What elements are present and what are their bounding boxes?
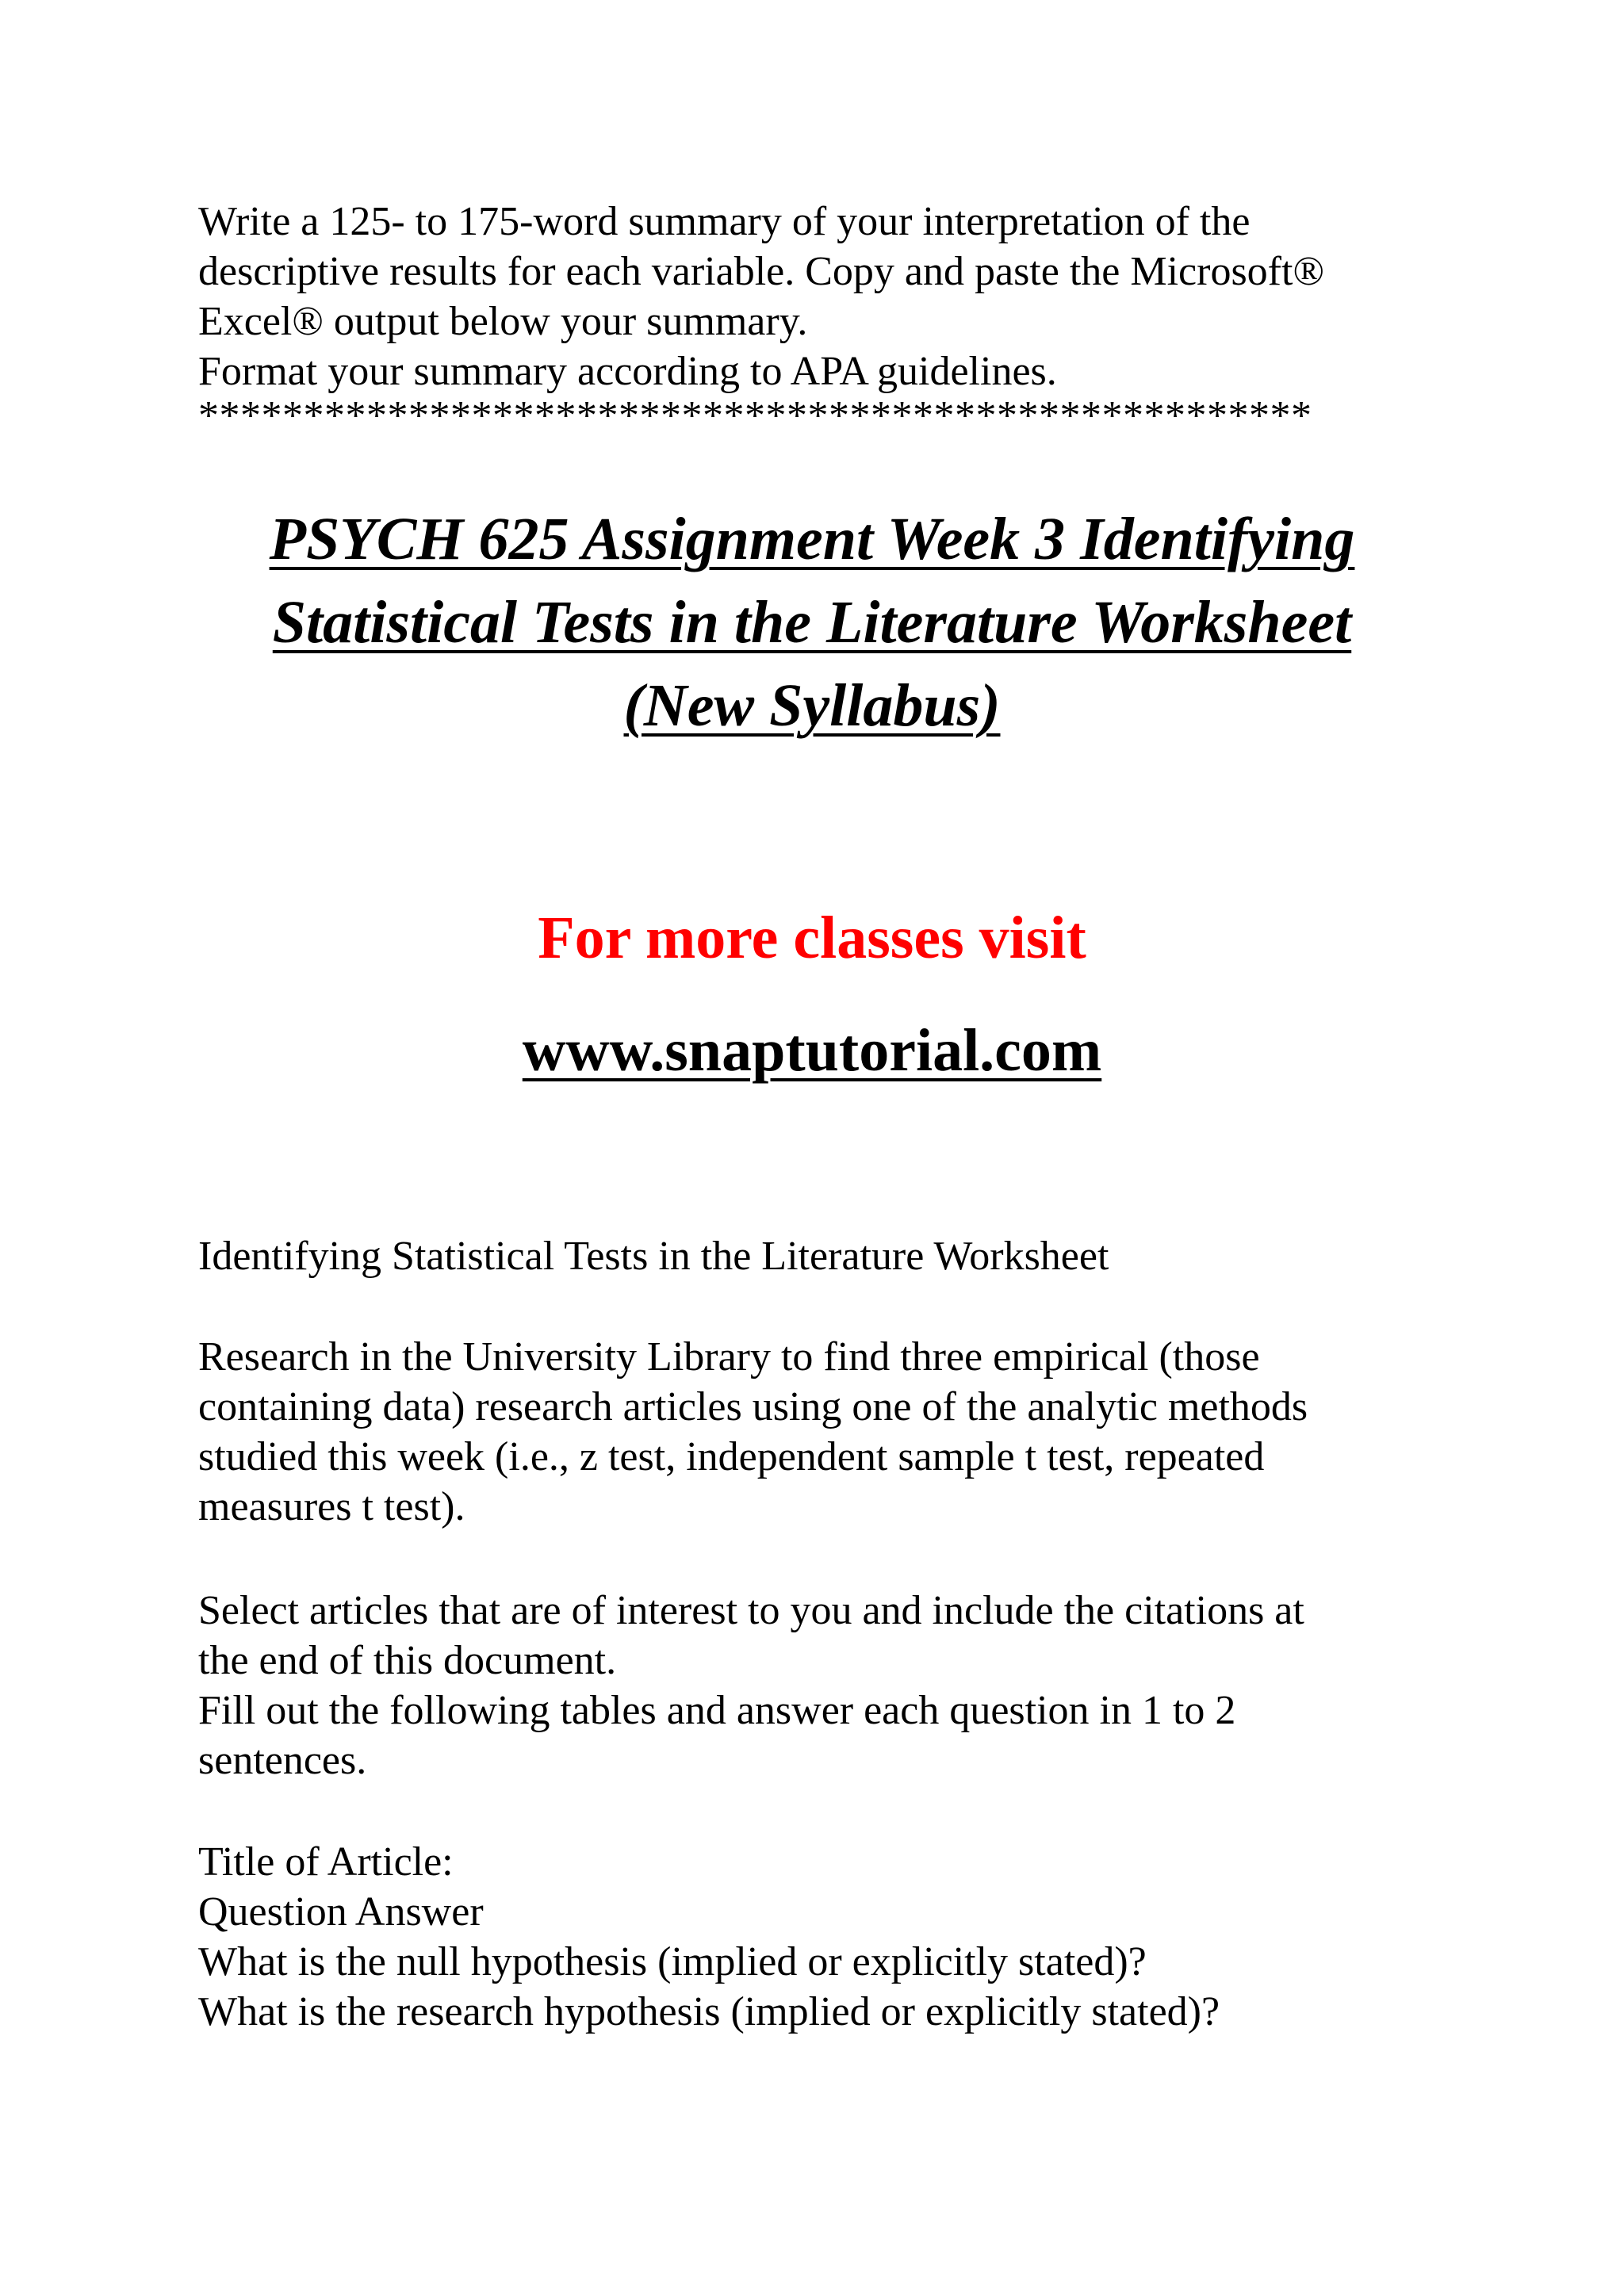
worksheet-heading-text: Identifying Statistical Tests in the Literature Worksheet [198, 1234, 1109, 1279]
table-line: What is the research hypothesis (implied or explicitly stated)? [198, 1989, 1220, 2034]
paragraph-line: Select articles that are of interest to you and include the citations at [198, 1588, 1304, 1633]
promo-link[interactable] [0, 1015, 1624, 1086]
table-line: Title of Article: [198, 1839, 454, 1885]
paragraph-line: studied this week (i.e., z test, independent sample t test, repeated [198, 1434, 1265, 1479]
intro-instructions [198, 197, 1435, 396]
paragraph-line: Research in the University Library to find three empirical (those [198, 1334, 1260, 1380]
intro-line: Write a 125- to 175-word summary of your interpretation of the [198, 199, 1251, 244]
worksheet-heading [198, 1231, 1435, 1281]
assignment-title [0, 498, 1624, 748]
asterisk-separator: ***************************************************** [198, 393, 1312, 438]
article-table-block [198, 1837, 1435, 2037]
title-line: (New Syllabus) [623, 672, 1001, 739]
promo-text: For more classes visit [538, 905, 1086, 971]
worksheet-paragraph-select [198, 1586, 1435, 1785]
paragraph-line: measures t test). [198, 1484, 465, 1529]
title-line: Statistical Tests in the Literature Worksheet [272, 589, 1352, 656]
intro-line: Excel® output below your summary. [198, 299, 808, 344]
worksheet-paragraph-research [198, 1332, 1435, 1532]
table-line: What is the null hypothesis (implied or explicitly stated)? [198, 1939, 1147, 1984]
paragraph-line: Fill out the following tables and answer each question in 1 to 2 [198, 1688, 1236, 1733]
intro-line: descriptive results for each variable. Copy and paste the Microsoft® [198, 249, 1324, 294]
title-line: PSYCH 625 Assignment Week 3 Identifying [269, 506, 1355, 572]
table-line: Question Answer [198, 1889, 484, 1934]
promo-url[interactable]: www.snaptutorial.com [522, 1017, 1102, 1084]
paragraph-line: containing data) research articles using one of the analytic methods [198, 1384, 1308, 1429]
intro-line: Format your summary according to APA guidelines. [198, 349, 1057, 394]
paragraph-line: the end of this document. [198, 1638, 617, 1683]
paragraph-line: sentences. [198, 1738, 367, 1783]
